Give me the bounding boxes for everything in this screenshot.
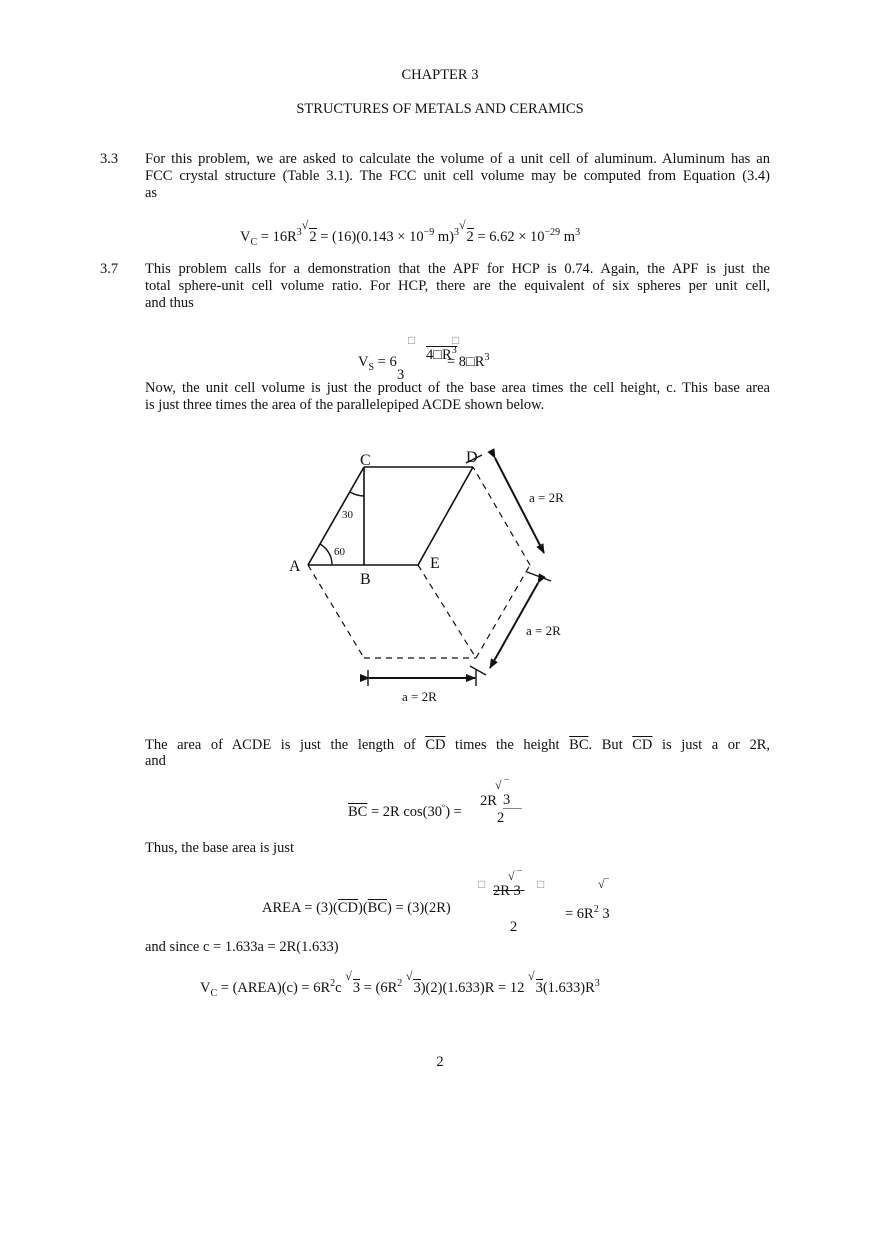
segment-cd: $\overline{CD}$ [425,737,446,753]
sqrt-expression [405,969,421,997]
eq-text: = 8□R [447,354,485,370]
segment-bc: $\overline{BC}$ [348,804,368,820]
sqrt-icon: √ [527,969,535,983]
sqrt-icon: √ [458,218,466,232]
eq-text: AREA = (3)( [262,900,338,916]
paragraph-line: is just three times the area of the parallelepiped ACDE shown below. [145,397,545,413]
eq-sup: 3 [296,227,302,238]
angle-arc-60 [320,544,332,565]
text: . But [588,737,633,753]
side-label: a = 2R [402,689,437,704]
eq-root: 3 [602,906,610,922]
angle-arc-30 [350,492,364,496]
chapter-title: STRUCTURES OF METALS AND CERAMICS [296,101,584,117]
paragraph-line: Thus, the base area is just [145,840,294,856]
page-number: 2 [436,1054,444,1070]
sqrt-icon: √ [301,218,309,232]
point-label-e: E [430,555,440,572]
sqrt-icon: √‾ [598,877,609,891]
angle-label-30: 30 [342,509,353,521]
eq-sup: 3 [451,345,457,356]
dimension-arrow [495,458,544,553]
tick-mark [470,666,486,675]
point-label-b: B [360,571,371,588]
eq-text: (1.633)R [542,980,595,996]
dashed-edge [418,565,476,658]
paragraph-line: and thus [145,295,194,311]
text: times the height [445,737,570,753]
eq-text: )(2)(1.633)R = 12 [420,980,528,996]
eq-text: c [335,980,346,996]
paragraph-line: Now, the unit cell volume is just the product of the base area times the cell height, c. This base area [145,380,770,396]
sqrt-expression [527,969,543,997]
segment-bc: $\overline{BC}$ [367,900,388,916]
eq-text: = 6 [374,354,397,370]
chapter-heading: CHAPTER 3 [401,67,479,83]
eq-root: 3 [413,980,421,996]
problem-number: 3.7 [100,261,119,277]
eq-text: = 2R cos(30 [367,804,442,820]
side-label: a = 2R [526,623,561,638]
eq-sup: ° [441,803,446,812]
dashed-edge [308,565,364,658]
segment-bc: $\overline{BC}$ [569,737,589,753]
eq-root: 2 [309,229,317,245]
sqrt-expression [345,969,361,997]
paragraph-line: and since c = 1.633a = 2R(1.633) [145,939,339,955]
eq-text: ) = [445,804,462,820]
eq-sup: 3 [484,352,490,363]
eq-text: = (16)(0.143 × 10 [316,229,424,245]
eq-sup: 2 [330,978,336,989]
eq-text: V [358,354,369,370]
eq-sup: 3 [453,227,459,238]
eq-sup: −29 [544,227,561,238]
eq-text: = 16R [257,229,297,245]
eq-text: ) = (3)(2R) [387,900,451,916]
point-label-c: C [360,452,371,469]
eq-sup: 3 [594,978,600,989]
eq-sub: S [368,362,375,373]
eq-sub: C [210,988,218,999]
bracket-glyph: □ [537,877,545,891]
sqrt-icon: √ [405,969,413,983]
sqrt-icon: √ ‾ [495,778,509,792]
point-label-d: D [466,449,478,466]
text: is just a or 2R, [652,737,771,753]
eq-denominator: 3 [397,367,405,383]
eq-root: 3 [513,883,521,899]
eq-denominator: 2 [497,810,505,826]
problem-number: 3.3 [100,151,119,167]
bracket-glyph: □ [452,333,460,347]
paragraph-line: and [145,753,166,769]
eq-text: = (AREA)(c) = 6R [217,980,331,996]
eq-text: = (6R [360,980,398,996]
eq-text: m) [434,229,454,245]
eq-sup: −9 [423,227,435,238]
side-label: a = 2R [529,490,564,505]
eq-text: V [240,229,251,245]
angle-label-60: 60 [334,546,345,558]
sqrt-icon: √ [345,969,352,983]
sqrt-icon: √ ‾ [508,869,522,883]
tick-mark [527,572,551,581]
paragraph-line: FCC crystal structure (Table 3.1). The FCC unit cell volume may be computed from Equation (3.4) [145,168,770,184]
eq-denominator: 2 [510,919,518,935]
eq-sup: 2 [397,978,403,989]
eq-root: 2 [466,229,474,245]
segment-cd: $\overline{CD}$ [337,900,358,916]
eq-sup: 3 [575,227,581,238]
bracket-glyph: □ [408,333,416,347]
eq-text: = 6.62 × 10 [473,229,545,245]
eq-text: V [200,980,211,996]
eq-numerator: 2R [480,793,497,809]
paragraph-line: total sphere-unit cell volume ratio. For HCP, there are the equivalent of six spheres per unit cell, [145,278,770,294]
eq-text: )( [358,900,368,916]
eq-sup: 2 [593,904,599,915]
eq-text: = 6R [565,906,594,922]
eq-sub: C [250,237,258,248]
eq-root: 3 [503,793,522,809]
eq-text: m [560,229,576,245]
eq-text: 2R [493,883,510,899]
text: The area of ACDE is just the length of [145,737,426,753]
eq-text: 4□R [426,347,452,363]
paragraph-line: This problem calls for a demonstration that the APF for HCP is 0.74. Again, the APF is just the [145,261,770,277]
paragraph-line: as [145,185,158,201]
segment-cd: $\overline{CD}$ [632,737,653,753]
equation-cell-volume [200,969,600,999]
dashed-edge [473,467,530,565]
paragraph-line [145,737,770,754]
eq-root: 3 [535,980,543,996]
eq-root: 3 [352,980,361,996]
edge-de [418,467,473,565]
paragraph-line: For this problem, we are asked to calculate the volume of a unit cell of aluminum. Aluminum has an [145,151,770,167]
bracket-glyph: □ [478,877,486,891]
point-label-a: A [289,558,301,575]
